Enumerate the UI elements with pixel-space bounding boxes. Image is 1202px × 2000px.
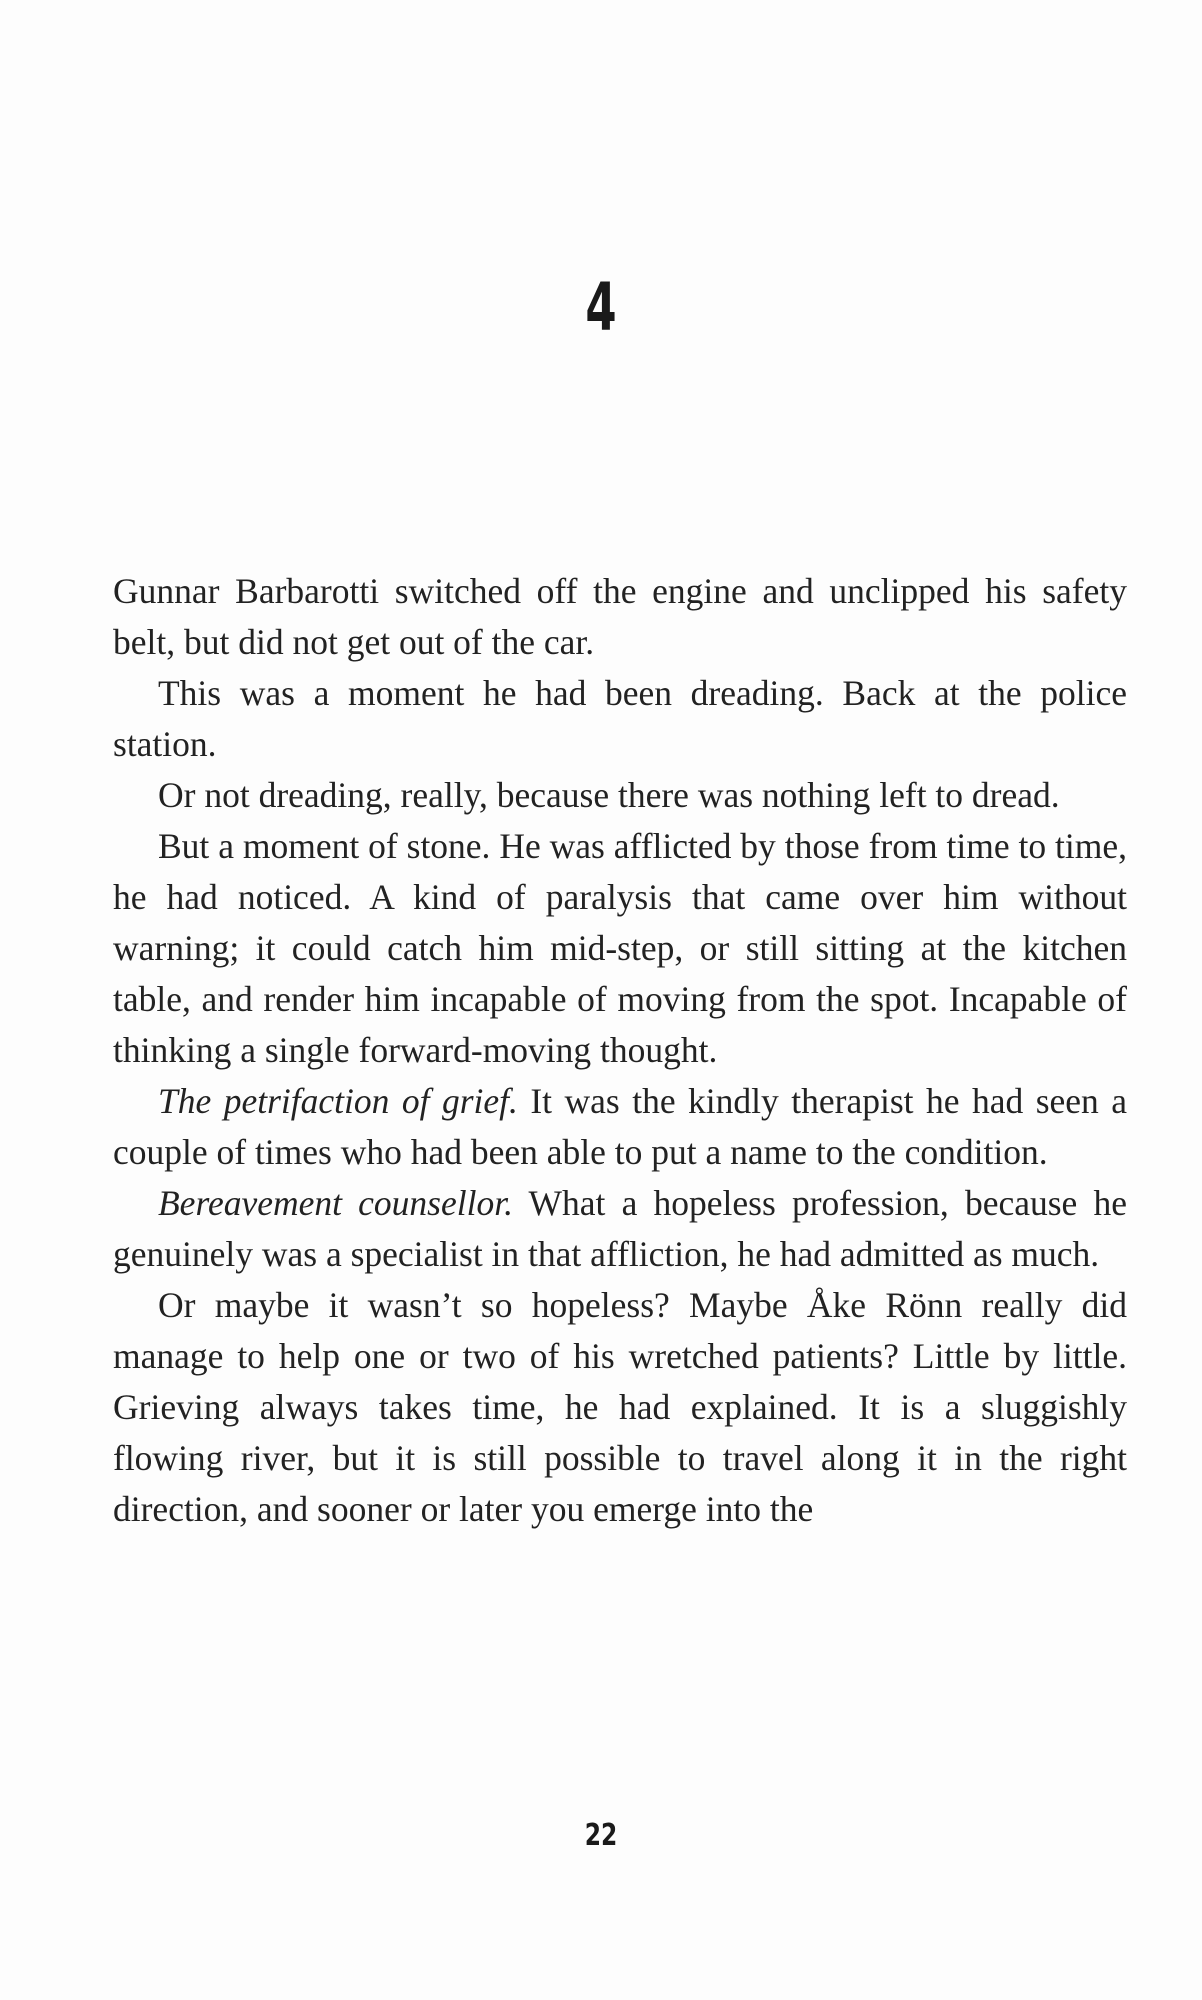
italic-phrase: Bereavement counsellor. <box>158 1183 513 1223</box>
paragraph <box>113 821 1127 1076</box>
paragraph-text: What a hopeless profession, because he genuinely was a specialist in that affliction, he had admitted as much. <box>113 1183 1127 1274</box>
italic-phrase: The petrifaction of grief. <box>158 1081 518 1121</box>
paragraph-text: This was a moment he had been dreading. Back at the police station. <box>113 673 1127 764</box>
paragraph-text: It was the kindly therapist he had seen a couple of times who had been able to put a name to the condition. <box>113 1081 1128 1172</box>
paragraph <box>113 566 1127 668</box>
paragraph-text: Or not dreading, really, because there was nothing left to dread. <box>158 775 1060 815</box>
body-text <box>113 566 1127 1535</box>
paragraph <box>113 668 1127 770</box>
paragraph-text: Gunnar Barbarotti switched off the engine and unclipped his safety belt, but did not get out of the car. <box>113 571 1127 662</box>
chapter-number: 4 <box>585 269 617 346</box>
paragraph-text: Or maybe it wasn’t so hopeless? Maybe Åke Rönn really did manage to help one or two of his wretched patients? Little by little. Grieving always takes time, he had explained. It is a sluggishly flowing river, but it is still possible to travel along it in the right direction, and sooner or later you emerge into the <box>113 1285 1127 1529</box>
page-number: 22 <box>584 1818 618 1853</box>
paragraph <box>113 1178 1127 1280</box>
paragraph-text: But a moment of stone. He was afflicted by those from time to time, he had noticed. A kind of paralysis that came over him without warning; it could catch him mid-step, or still sitting at the kitchen table, and render him incapable of moving from the spot. Incapable of thinking a single forward-moving thought. <box>113 826 1127 1070</box>
paragraph <box>113 1280 1127 1535</box>
paragraph <box>113 770 1127 821</box>
paragraph <box>113 1076 1127 1178</box>
